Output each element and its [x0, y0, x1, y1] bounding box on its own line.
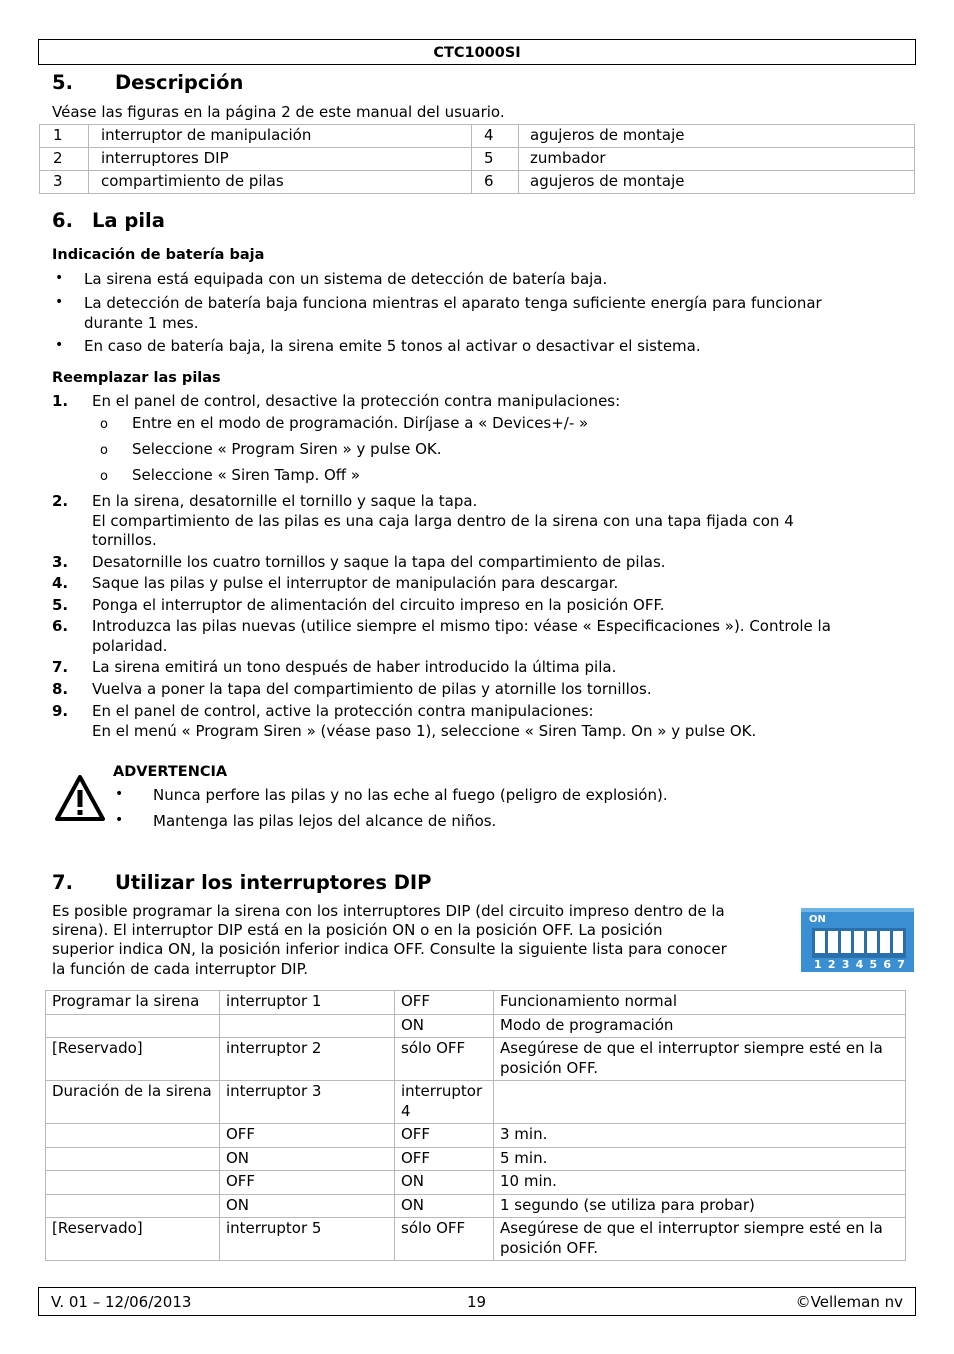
- warning-triangle-icon: [54, 774, 106, 822]
- step-text: tornillos.: [92, 531, 157, 549]
- substep: Seleccione « Siren Tamp. Off »: [132, 466, 361, 484]
- table-cell: 4: [472, 125, 519, 148]
- version-date: V. 01 – 12/06/2013: [51, 1293, 192, 1311]
- table-row: [46, 1147, 906, 1171]
- dip-switch-2: [828, 931, 838, 953]
- step-text: Desatornille los cuatro tornillos y saque la tapa del compartimiento de pilas.: [92, 553, 666, 571]
- step-number: 5.: [52, 596, 69, 614]
- dip-switch-7: [893, 931, 903, 953]
- table-cell: zumbador: [519, 148, 915, 171]
- table-cell: [46, 1194, 220, 1218]
- table-cell: [46, 1124, 220, 1148]
- step-text: Ponga el interruptor de alimentación del circuito impreso en la posición OFF.: [92, 596, 665, 614]
- table-cell: interruptor 1: [220, 991, 395, 1015]
- dip-on-label: ON: [809, 914, 826, 925]
- table-cell: OFF: [395, 1124, 494, 1148]
- table-cell: 1 segundo (se utiliza para probar): [494, 1194, 906, 1218]
- table-cell: OFF: [395, 991, 494, 1015]
- low-battery-bullet-cont: durante 1 mes.: [84, 314, 199, 332]
- step-text: En el menú « Program Siren » (véase paso 1), seleccione « Siren Tamp. On » y pulse OK.: [92, 721, 757, 740]
- dip-top-edge: [801, 908, 914, 912]
- table-row: [46, 1171, 906, 1195]
- section-title: La pila: [92, 209, 165, 232]
- table-cell: interruptor 5: [220, 1218, 395, 1261]
- section-7-intro-line: sirena). El interruptor DIP está en la posición ON o en la posición OFF. La posición: [52, 921, 663, 939]
- step-text: En la sirena, desatornille el tornillo y saque la tapa.: [92, 492, 478, 510]
- table-cell: ON: [220, 1147, 395, 1171]
- table-row: [46, 1124, 906, 1148]
- dip-switch-5: [867, 931, 877, 953]
- substep-marker: o: [100, 417, 108, 432]
- section-number: 7.: [52, 871, 73, 894]
- step-number: 3.: [52, 553, 69, 571]
- table-cell: 6: [472, 171, 519, 194]
- table-cell: Asegúrese de que el interruptor siempre esté en la posición OFF.: [494, 1218, 906, 1261]
- bullet-marker: •: [55, 294, 64, 310]
- table-cell: [Reservado]: [46, 1218, 220, 1261]
- step-text: En el panel de control, active la protección contra manipulaciones:: [92, 702, 594, 720]
- table-row: [46, 1038, 906, 1081]
- table-cell: Programar la sirena: [46, 991, 220, 1015]
- table-cell: ON: [395, 1171, 494, 1195]
- step-text: En el panel de control, desactive la protección contra manipulaciones:: [92, 392, 621, 410]
- table-cell: ON: [395, 1194, 494, 1218]
- step-number: 1.: [52, 392, 69, 410]
- table-cell: sólo OFF: [395, 1038, 494, 1081]
- step-number: 2.: [52, 492, 69, 510]
- low-battery-bullet: La detección de batería baja funciona mientras el aparato tenga suficiente energía para funcionar: [84, 294, 822, 312]
- low-battery-bullet: La sirena está equipada con un sistema de detección de batería baja.: [84, 270, 608, 288]
- description-table: [39, 124, 915, 194]
- low-battery-subtitle: Indicación de batería baja: [52, 247, 265, 263]
- substep: Entre en el modo de programación. Diríjase a « Devices+/- »: [132, 414, 589, 432]
- step-number: 7.: [52, 658, 69, 676]
- table-cell: Duración de la sirena: [46, 1081, 220, 1124]
- step-number: 8.: [52, 680, 69, 698]
- copyright: ©Velleman nv: [795, 1293, 903, 1311]
- bullet-marker: •: [55, 270, 64, 286]
- table-cell: [46, 1171, 220, 1195]
- section-7-intro-line: superior indica ON, la posición inferior indica OFF. Consulte la siguiente lista para conocer: [52, 940, 727, 958]
- table-cell: 5 min.: [494, 1147, 906, 1171]
- table-cell: interruptores DIP: [89, 148, 472, 171]
- warning-title: ADVERTENCIA: [113, 764, 228, 780]
- table-cell: [46, 1014, 220, 1038]
- table-row: [40, 125, 915, 148]
- bullet-marker: •: [115, 812, 124, 828]
- table-cell: interruptor 4: [395, 1081, 494, 1124]
- table-cell: OFF: [220, 1124, 395, 1148]
- section-title: Utilizar los interruptores DIP: [115, 871, 432, 894]
- warning-bullet: Mantenga las pilas lejos del alcance de niños.: [153, 812, 497, 830]
- bullet-marker: •: [55, 337, 64, 353]
- section-7-intro-line: Es posible programar la sirena con los interruptores DIP (del circuito impreso dentro de la: [52, 902, 725, 920]
- substep-marker: o: [100, 469, 108, 484]
- low-battery-bullet: En caso de batería baja, la sirena emite 5 tonos al activar o desactivar el sistema.: [84, 337, 701, 355]
- step-text: Introduzca las pilas nuevas (utilice siempre el mismo tipo: véase « Especificaciones »). Controle la: [92, 617, 831, 635]
- table-row: [40, 171, 915, 194]
- table-cell: 5: [472, 148, 519, 171]
- table-cell: 3 min.: [494, 1124, 906, 1148]
- step-number: 9.: [52, 702, 69, 720]
- step-text: Vuelva a poner la tapa del compartimiento de pilas y atornille los tornillos.: [92, 680, 652, 698]
- step-number: 4.: [52, 574, 69, 592]
- dip-switch-3: [841, 931, 851, 953]
- table-row: [46, 1014, 906, 1038]
- dip-switch-body: [812, 928, 906, 958]
- dip-table: [45, 990, 906, 1261]
- step-text: polaridad.: [92, 636, 168, 655]
- section-number: 6.: [52, 209, 73, 232]
- table-row: [40, 148, 915, 171]
- step-text: El compartimiento de las pilas es una caja larga dentro de la sirena con una tapa fijada con 4: [92, 511, 794, 530]
- table-cell: agujeros de montaje: [519, 125, 915, 148]
- table-cell: interruptor de manipulación: [89, 125, 472, 148]
- table-cell: [46, 1147, 220, 1171]
- table-cell: ON: [395, 1014, 494, 1038]
- table-cell: agujeros de montaje: [519, 171, 915, 194]
- table-cell: [494, 1081, 906, 1124]
- page-number: 19: [467, 1293, 487, 1311]
- dip-numbers: 1 2 3 4 5 6 7: [814, 958, 907, 971]
- table-cell: Modo de programación: [494, 1014, 906, 1038]
- table-row: [46, 991, 906, 1015]
- section-7-intro-line: la función de cada interruptor DIP.: [52, 960, 309, 978]
- table-cell: OFF: [220, 1171, 395, 1195]
- table-cell: 1: [40, 125, 89, 148]
- table-cell: [Reservado]: [46, 1038, 220, 1081]
- table-row: [46, 1194, 906, 1218]
- table-row: [46, 1218, 906, 1261]
- dip-switch-image: [801, 908, 914, 972]
- model-name: CTC1000SI: [433, 45, 521, 61]
- bullet-marker: •: [115, 786, 124, 802]
- table-cell: interruptor 3: [220, 1081, 395, 1124]
- dip-switch-6: [880, 931, 890, 953]
- substep: Seleccione « Program Siren » y pulse OK.: [132, 440, 442, 458]
- page-footer: [38, 1287, 916, 1316]
- table-cell: sólo OFF: [395, 1218, 494, 1261]
- table-cell: 2: [40, 148, 89, 171]
- section-title: Descripción: [115, 71, 244, 94]
- substep-marker: o: [100, 443, 108, 458]
- warning-bullet: Nunca perfore las pilas y no las eche al fuego (peligro de explosión).: [153, 786, 668, 804]
- table-cell: 10 min.: [494, 1171, 906, 1195]
- step-number: 6.: [52, 617, 69, 635]
- table-cell: [220, 1014, 395, 1038]
- table-row: [46, 1081, 906, 1124]
- table-cell: OFF: [395, 1147, 494, 1171]
- table-cell: interruptor 2: [220, 1038, 395, 1081]
- section-number: 5.: [52, 71, 73, 94]
- table-cell: compartimiento de pilas: [89, 171, 472, 194]
- table-cell: ON: [220, 1194, 395, 1218]
- replace-batteries-subtitle: Reemplazar las pilas: [52, 370, 221, 386]
- dip-switch-4: [854, 931, 864, 953]
- table-cell: 3: [40, 171, 89, 194]
- dip-switch-1: [815, 931, 825, 953]
- section-5-intro: Véase las figuras en la página 2 de este manual del usuario.: [52, 103, 505, 121]
- page-header: [38, 39, 916, 65]
- step-text: La sirena emitirá un tono después de haber introducido la última pila.: [92, 658, 617, 676]
- step-text: Saque las pilas y pulse el interruptor de manipulación para descargar.: [92, 574, 619, 592]
- table-cell: Funcionamiento normal: [494, 991, 906, 1015]
- table-cell: Asegúrese de que el interruptor siempre esté en la posición OFF.: [494, 1038, 906, 1081]
